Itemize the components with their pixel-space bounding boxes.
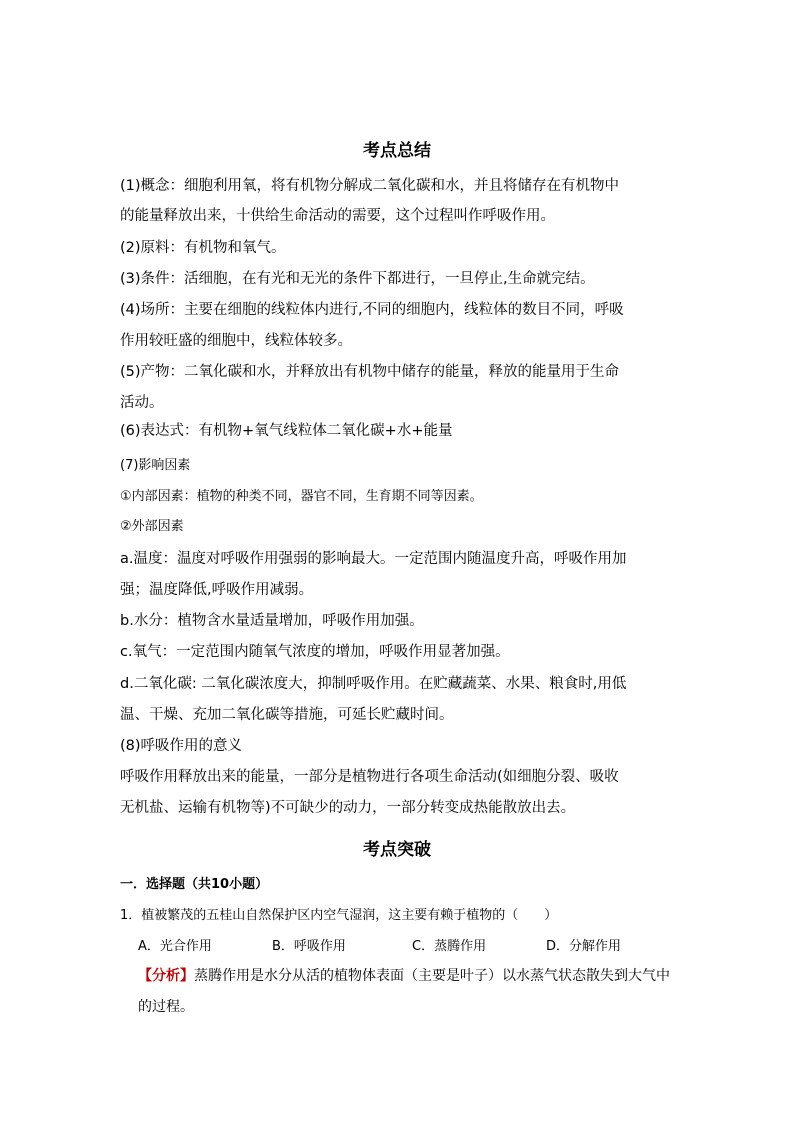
option-b: B．呼吸作用 [272, 939, 346, 954]
analysis-line: 的过程。 [138, 999, 194, 1015]
analysis-tag: 【分析】 [138, 968, 194, 984]
summary-line: (7)影响因素 [120, 458, 191, 473]
summary-line: ②外部因素 [120, 519, 184, 534]
option-a: A．光合作用 [138, 939, 212, 954]
option-c: C．蒸腾作用 [412, 939, 487, 954]
analysis-text: 蒸腾作用是水分从活的植物体表面（主要是叶子）以水蒸气状态散失到大气中 [194, 968, 670, 984]
summary-line: a.温度：温度对呼吸作用强弱的影响最大。一定范围内随温度升高，呼吸作用加 [120, 551, 627, 567]
summary-line: (2)原料：有机物和氧气。 [120, 240, 286, 256]
summary-line: (5)产物：二氧化碳和水，并释放出有机物中储存的能量，释放的能量用于生命 [120, 364, 620, 380]
summary-line: 活动。 [120, 395, 164, 411]
summary-line: (8)呼吸作用的意义 [120, 738, 243, 754]
summary-line: ①内部因素：植物的种类不同，器官不同，生育期不同等因素。 [120, 489, 483, 504]
breakthrough-title: 考点突破 [363, 840, 431, 860]
summary-line: (1)概念：细胞利用氧，将有机物分解成二氧化碳和水，并且将储存在有机物中 [120, 178, 620, 194]
question-stem: 1．植被繁茂的五桂山自然保护区内空气湿润，这主要有赖于植物的（ ） [120, 908, 558, 923]
summary-line: 强；温度降低,呼吸作用减弱。 [120, 582, 314, 598]
summary-line: 无机盐、运输有机物等)不可缺少的动力，一部分转变成热能散放出去。 [120, 800, 576, 816]
summary-line: (6)表达式：有机物+氧气线粒体二氧化碳+水+能量 [120, 423, 453, 439]
summary-line: 的能量释放出来，十供给生命活动的需要，这个过程叫作呼吸作用。 [120, 208, 555, 224]
option-d: D．分解作用 [546, 939, 622, 954]
summary-line: d.二氧化碳: 二氧化碳浓度大，抑制呼吸作用。在贮藏蔬菜、水果、粮食时,用低 [120, 676, 627, 692]
analysis-line [138, 965, 670, 985]
summary-line: 作用较旺盛的细胞中，线粒体较多。 [120, 333, 352, 349]
summary-line: b.水分：植物含水量适量增加，呼吸作用加强。 [120, 613, 424, 629]
section-heading: 一．选择题（共10小题） [120, 877, 269, 892]
summary-line: 呼吸作用释放出来的能量，一部分是植物进行各项生命活动(如细胞分裂、吸收 [120, 769, 619, 785]
summary-line: (3)条件：活细胞，在有光和无光的条件下都进行，一旦停止,生命就完结。 [120, 271, 595, 287]
summary-line: c.氧气：一定范围内随氧气浓度的增加，呼吸作用显著加强。 [120, 644, 510, 660]
summary-title: 考点总结 [363, 141, 431, 161]
summary-line: (4)场所：主要在细胞的线粒体内进行,不同的细胞内，线粒体的数目不同，呼吸 [120, 302, 624, 318]
summary-line: 温、干燥、充加二氧化碳等措施，可延长贮藏时间。 [120, 707, 454, 723]
